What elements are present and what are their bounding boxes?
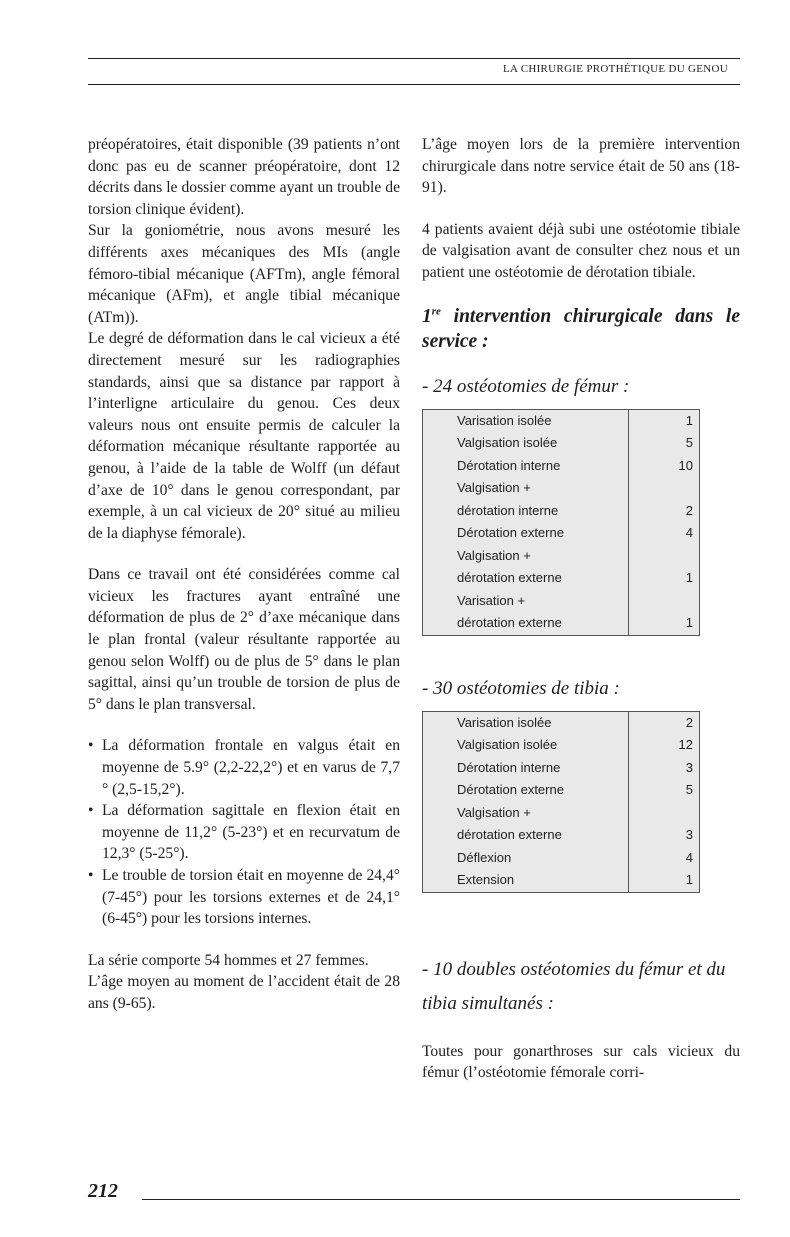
row-label: Dérotation interne [457,457,561,473]
paragraph: L’âge moyen lors de la première intervention chirurgicale dans notre service était de 50 ans (18-91). [422,136,740,197]
row-label: dérotation externe [457,570,562,586]
table-row [423,477,700,500]
row-label: Valgisation + [457,547,531,563]
right-column [422,134,740,1084]
table-row [423,757,700,780]
paragraph: Sur la goniométrie, nous avons mesuré les différents axes mécaniques des MIs (angle fémoro-tibial mécanique (AFTm), angle fémoral mécanique (AFm), et angle tibial mécanique (ATm)). [88,222,400,326]
table-row [423,612,700,635]
tibia-table [422,711,700,893]
row-label: dérotation externe [457,827,562,843]
paragraph: Dans ce travail ont été considérées comme cal vicieux les fractures ayant entraîné une déformation de plus de 2° d’axe mécanique dans le plan frontal (valeur résultante rapportée au genou selon Wolff) ou de plus de 5° dans le plan sagittal, ainsi qu’un trouble de torsion de plus de 5° dans le plan transversal. [88,566,400,713]
row-label: Valgisation + [457,480,531,496]
table-row [423,711,700,734]
row-label: Valgisation isolée [457,435,558,451]
femur-subtitle: - 24 ostéotomies de fémur : [422,375,630,397]
section-title-text: intervention chirurgicale dans le service : [422,305,740,352]
row-value [629,477,700,500]
table-row [423,847,700,870]
table-row [423,802,700,825]
double-subtitle: - 10 doubles ostéotomies du fémur et du tibia simultanés : [422,958,726,1014]
row-value: 1 [629,567,700,590]
table-row [423,734,700,757]
row-label: Dérotation externe [457,525,564,541]
paragraph: 4 patients avaient déjà subi une ostéotomie tibiale de valgisation avant de consulter chez nous et un patient une ostéotomie de dérotation tibiale. [422,220,740,281]
row-label: Extension [457,872,515,888]
row-value: 3 [629,824,700,847]
row-value: 1 [629,612,700,635]
row-value: 4 [629,847,700,870]
row-value: 1 [629,869,700,892]
left-column [88,134,400,1015]
list-item: • La déformation sagittale en flexion était en moyenne de 11,2° (5-23°) et en recurvatum de 12,3° (5-25°). [88,800,400,865]
table-row [423,869,700,892]
header-top-rule [88,58,740,59]
table-row [423,590,700,613]
table-row [423,779,700,802]
paragraph: préopératoires, était disponible (39 patients n’ont donc pas eu de scanner préopératoire, dont 12 décrits dans le dossier comme ayant un trouble de torsion clinique évident). [88,136,400,218]
running-title: LA CHIRURGIE PROTHÉTIQUE DU GENOU [503,63,728,75]
header-bottom-rule [88,84,740,85]
row-value: 2 [629,500,700,523]
row-label: dérotation externe [457,615,562,631]
paragraph: Le degré de déformation dans le cal vicieux a été directement mesuré sur les radiographies standards, ainsi que sa distance par rapport à l’interligne articulaire du genou. Ces deux valeurs nous ont ensuite permis de calculer la déformation mécanique résultante rapportée au genou, à l’aide de la table de Wolff (un défaut d’axe de 10° dans le genou correspondant, par exemple, à un cal vicieux de 20° situé au milieu de la diaphyse fémorale). [88,330,400,542]
row-value: 10 [629,455,700,478]
table-row [423,522,700,545]
row-label: Varisation isolée [457,412,552,428]
row-value: 4 [629,522,700,545]
row-label: dérotation interne [457,502,559,518]
row-value [629,545,700,568]
row-label: Déflexion [457,849,512,865]
row-value: 2 [629,711,700,734]
section-superscript: re [431,305,441,318]
table-row [423,500,700,523]
row-label: Valgisation isolée [457,737,558,753]
row-label: Varisation + [457,592,526,608]
table-row [423,545,700,568]
list-item: • La déformation frontale en valgus était en moyenne de 5.9° (2,2-22,2°) et en varus de 7,7 ° (2,5-15,2°). [88,735,400,800]
bullet-list [88,735,400,929]
row-value: 3 [629,757,700,780]
row-label: Valgisation + [457,804,531,820]
section-title [422,304,740,354]
row-value: 5 [629,432,700,455]
row-label: Varisation isolée [457,714,552,730]
row-value [629,590,700,613]
table-row [423,824,700,847]
footer-rule [142,1199,740,1200]
table-row [423,567,700,590]
tibia-subtitle: - 30 ostéotomies de tibia : [422,677,620,699]
femur-table [422,409,700,636]
list-item: • Le trouble de torsion était en moyenne de 24,4° (7-45°) pour les torsions externes et de 24,1° (6-45°) pour les torsions internes. [88,865,400,930]
row-value: 1 [629,409,700,432]
table-row [423,455,700,478]
paragraph: L’âge moyen au moment de l’accident était de 28 ans (9-65). [88,973,400,1012]
table-row [423,409,700,432]
table-row [423,432,700,455]
row-value: 5 [629,779,700,802]
section-number: 1 [422,305,432,327]
paragraph: Toutes pour gonarthroses sur cals vicieux du fémur (l’ostéotomie fémorale corri- [422,1042,740,1082]
row-label: Dérotation interne [457,759,561,775]
row-value: 12 [629,734,700,757]
row-value [629,802,700,825]
paragraph: La série comporte 54 hommes et 27 femmes. [88,951,369,969]
page-number: 212 [88,1180,118,1202]
row-label: Dérotation externe [457,782,564,798]
